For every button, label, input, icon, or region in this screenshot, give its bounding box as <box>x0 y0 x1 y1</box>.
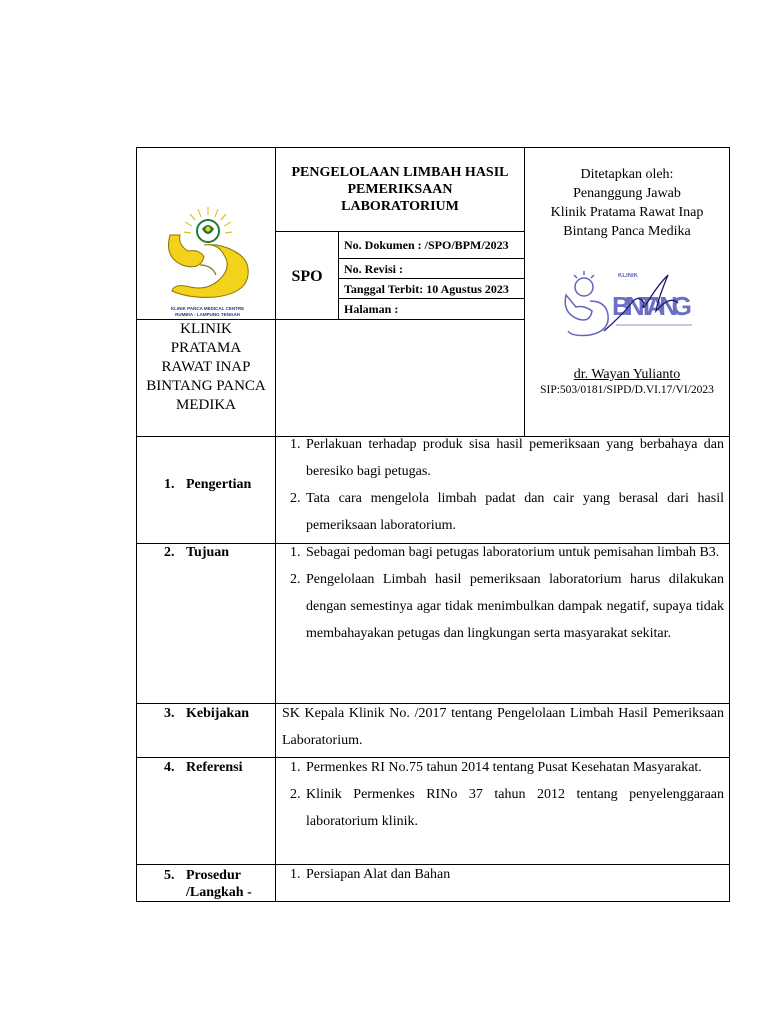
section-title: Pengertian <box>186 477 252 492</box>
section-number: 4. <box>164 760 175 775</box>
document-title-line: LABORATORIUM <box>341 199 459 214</box>
clinic-name-line: PRATAMA <box>170 340 242 356</box>
signer-name: dr. Wayan Yulianto <box>573 367 681 382</box>
doc-number: No. Dokumen : /SPO/BPM/2023 <box>344 238 509 252</box>
section-label <box>164 760 243 776</box>
section-title-continued: /Langkah - <box>186 885 252 900</box>
list-item: 2. Pengelolaan Limbah hasil pemeriksaan laboratorium harus dilakukan dengan semestinya agar tidak menimbulkan dampak negatif, supaya tidak membahayakan petugas dan lingkungan serta masyarakat sekitar. <box>304 566 724 647</box>
approval-line: Bintang Panca Medika <box>563 224 691 239</box>
clinic-logo <box>160 205 255 315</box>
section-title: Prosedur <box>186 868 241 883</box>
clinic-name-line: MEDIKA <box>176 397 236 413</box>
issue-date: Tanggal Terbit: 10 Agustus 2023 <box>344 282 509 296</box>
section-content <box>278 539 724 647</box>
approval-line: Penanggung Jawab <box>573 186 681 201</box>
section-label <box>164 867 252 901</box>
section-content: SK Kepala Klinik No. /2017 tentang Pengelolaan Limbah Hasil Pemeriksaan Laboratorium. <box>282 706 724 748</box>
clinic-name <box>137 320 275 415</box>
stamp-text-large: BINTANG <box>612 291 692 321</box>
document-title-line: PENGELOLAAN LIMBAH HASIL <box>291 165 509 180</box>
section-label <box>164 477 251 493</box>
document-title <box>276 164 524 215</box>
section-number: 3. <box>164 706 175 721</box>
list-item: 1. Permenkes RI No.75 tahun 2014 tentang Pusat Kesehatan Masyarakat. <box>304 754 724 781</box>
section-number: 2. <box>164 545 175 560</box>
clinic-name-line: KLINIK <box>180 321 232 337</box>
stamp-text-small: KLINIK <box>618 273 638 279</box>
section-title: Kebijakan <box>186 706 250 721</box>
signer-sip: SIP:503/0181/SIPD/D.VI.17/VI/2023 <box>540 384 714 396</box>
list-item: 1. Perlakuan terhadap produk sisa hasil pemeriksaan yang berbahaya dan beresiko bagi petugas. <box>304 431 724 485</box>
doc-type-label: SPO <box>291 268 323 285</box>
list-item: 1. Sebagai pedoman bagi petugas laboratorium untuk pemisahan limbah B3. <box>304 539 724 566</box>
section-title: Tujuan <box>186 545 230 560</box>
approval-block <box>525 165 729 241</box>
clinic-stamp <box>560 265 700 345</box>
section-content <box>278 431 724 539</box>
document-title-line: PEMERIKSAAN <box>347 182 453 197</box>
logo-caption-line: KLINIK PANCA MEDICAL CENTRE <box>170 306 245 311</box>
section-label <box>164 545 229 561</box>
section-title: Referensi <box>186 760 243 775</box>
clinic-logo-graphic <box>160 205 255 305</box>
revision-number: No. Revisi : <box>344 262 403 276</box>
list-item: 1. Persiapan Alat dan Bahan <box>304 861 724 888</box>
page-number: Halaman : <box>344 302 399 316</box>
stamp-graphic <box>560 265 700 345</box>
list-item: 2. Klinik Permenkes RINo 37 tahun 2012 tentang penyelenggaraan laboratorium klinik. <box>304 781 724 835</box>
section-number: 5. <box>164 868 175 883</box>
clinic-name-line: RAWAT INAP <box>161 359 251 375</box>
section-number: 1. <box>164 477 175 492</box>
approval-line: Ditetapkan oleh: <box>580 167 674 182</box>
clinic-name-line: BINTANG PANCA <box>146 378 266 394</box>
section-content <box>278 861 724 888</box>
section-label <box>164 706 249 722</box>
approval-line: Klinik Pratama Rawat Inap <box>550 205 704 220</box>
list-item: 2. Tata cara mengelola limbah padat dan cair yang berasal dari hasil pemeriksaan laboratorium. <box>304 485 724 539</box>
logo-caption-line: RUMBIA - LAMPUNG TENGAH <box>175 312 240 317</box>
section-content <box>278 754 724 835</box>
